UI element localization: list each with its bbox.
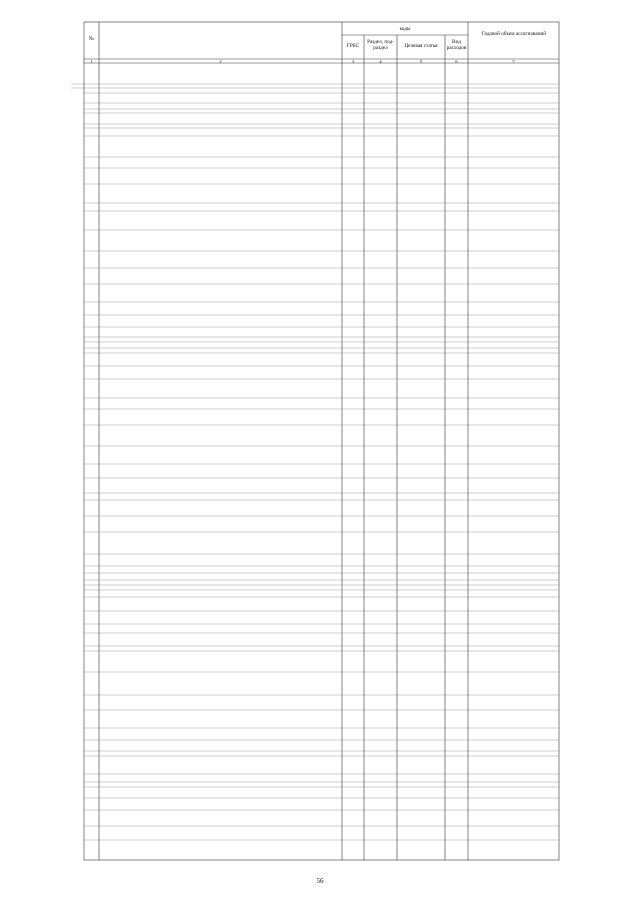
column-number: 7: [512, 59, 515, 64]
header-codes: коды: [399, 26, 411, 32]
header-section: Раздел, под-раздел: [367, 39, 394, 51]
header-annual: Годовой объем ассигнований: [481, 31, 547, 37]
header-number: №: [89, 36, 94, 42]
table-frame: [84, 22, 559, 860]
table-row-lines: [71, 84, 559, 840]
page-number: 56: [316, 877, 324, 885]
column-number: 2: [219, 59, 222, 64]
column-number: 3: [351, 59, 355, 64]
header-target: Целевая статья: [404, 43, 438, 49]
column-number: 4: [379, 59, 382, 64]
header-grbs: ГРБС: [346, 43, 360, 49]
header-expense-type: Вид расходов: [446, 39, 467, 51]
table-border: [84, 22, 559, 860]
column-number: 5: [419, 59, 423, 64]
column-number: 1: [90, 59, 93, 64]
column-number: 6: [455, 59, 458, 64]
